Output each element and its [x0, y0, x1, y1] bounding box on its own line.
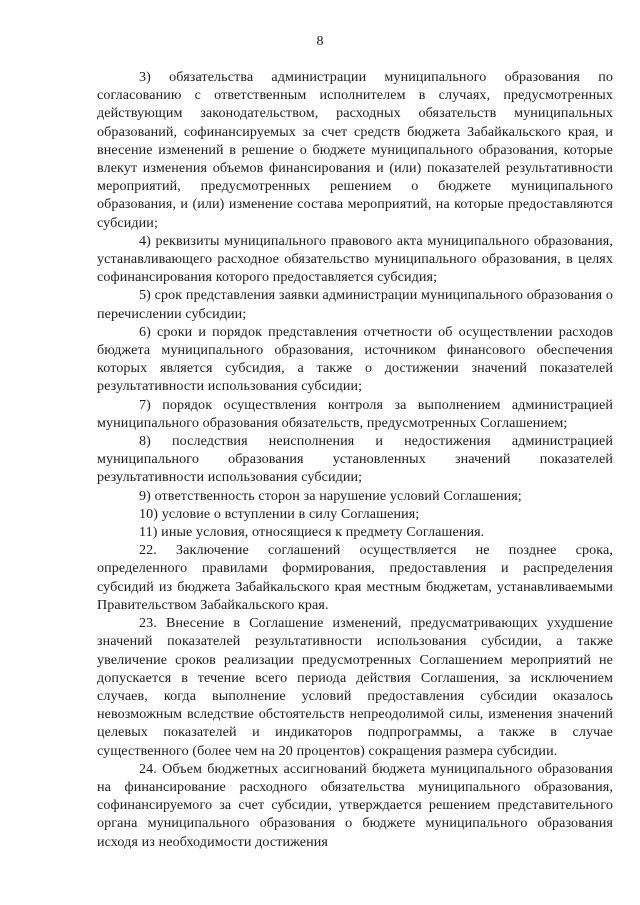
page-number: 8 — [316, 34, 324, 49]
paragraph-item-6: 6) сроки и порядок представления отчетности об осуществлении расходов бюджета муниципального образования, источником финансового обеспечения которых является субсидия, а также о достижении значений показателей результативности использования субсидии; — [97, 323, 613, 395]
paragraph-item-7: 7) порядок осуществления контроля за выполнением администрацией муниципального образования обязательств, предусмотренных Соглашением; — [97, 396, 613, 431]
paragraph-item-11: 11) иные условия, относящиеся к предмету Соглашения. — [139, 524, 485, 541]
clause-22: 22. Заключение соглашений осуществляется не позднее срока, определенного правилами формирования, предоставления и распределения субсидий из бюджета Забайкальского края местным бюджетам, устанавливаемыми Правительством Забайкальского края. — [97, 542, 613, 613]
paragraph-item-4: 4) реквизиты муниципального правового акта муниципального образования, устанавливающего расходное обязательство муниципального образования, в целях софинансирования которого предоставляется субсидия; — [97, 232, 613, 286]
paragraph-item-10: 10) условие о вступлении в силу Соглашения; — [139, 505, 420, 522]
paragraph-item-9: 9) ответственность сторон за нарушение условий Соглашения; — [139, 487, 522, 504]
document-body — [97, 68, 613, 851]
clause-24: 24. Объем бюджетных ассигнований бюджета муниципального образования на финансирование расходного обязательства муниципального образования, софинансируемого за счет субсидии, утверждается решением представительного органа муниципального образования о бюджете муниципального образования исходя из необходимости достижения — [97, 760, 613, 850]
paragraph-item-8: 8) последствия неисполнения и недостижения администрацией муниципального образования установленных значений показателей результативности использования субсидии; — [97, 433, 613, 486]
paragraph-item-3: 3) обязательства администрации муниципального образования по согласованию с ответственным исполнителем в случаях, предусмотренных действующим законодательством, расходных обязательств муниципальных образований, софинансируемых за счет средств бюджета Забайкальского края, и внесение изменений в решение о бюджете муниципального образования, которые влекут изменения объемов финансирования и (или) показателей результативности мероприятий, предусмотренных решением о бюджете муниципального образования, и (или) изменение состава мероприятий, на которые предоставляются субсидии; — [97, 69, 613, 231]
clause-23: 23. Внесение в Соглашение изменений, предусматривающих ухудшение значений показателей результативности использования субсидии, а также увеличение сроков реализации предусмотренных Соглашением мероприятий не допускается в течение всего периода действия Соглашения, за исключением случаев, когда выполнение условий предоставления субсидии оказалось невозможным вследствие обстоятельств непреодолимой силы, изменения значений целевых показателей и индикаторов подпрограммы, а также в случае существенного (более чем на 20 процентов) сокращения размера субсидии. — [97, 615, 613, 759]
paragraph-item-5: 5) срок представления заявки администрации муниципального образования о перечислении субсидии; — [97, 287, 613, 322]
